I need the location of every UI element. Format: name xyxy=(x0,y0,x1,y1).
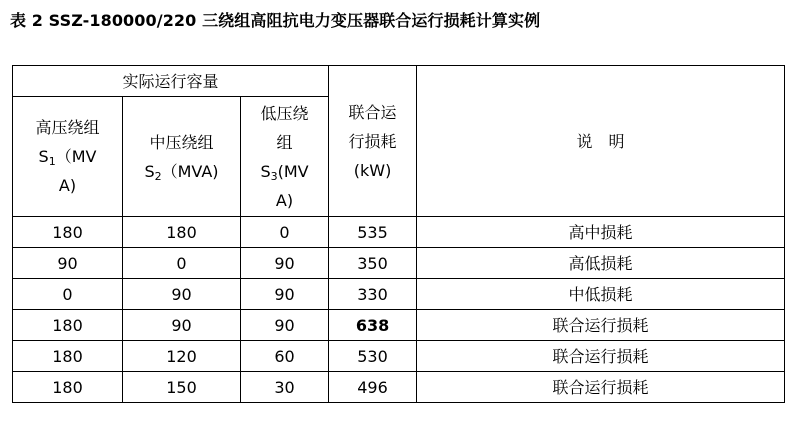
header-lv-line4: A) xyxy=(275,190,294,210)
loss-table xyxy=(12,65,785,403)
cell-s2: 120 xyxy=(123,341,241,372)
cell-loss: 638 xyxy=(329,310,417,341)
table-row xyxy=(13,310,785,341)
cell-note: 高中损耗 xyxy=(417,217,785,248)
header-hv-line2 xyxy=(13,142,122,171)
cell-s2: 180 xyxy=(123,217,241,248)
table-row xyxy=(13,341,785,372)
cell-note: 联合运行损耗 xyxy=(417,310,785,341)
cell-loss: 535 xyxy=(329,217,417,248)
header-mv-line1: 中压绕组 xyxy=(149,132,214,152)
cell-s3: 90 xyxy=(241,279,329,310)
cell-s3: 30 xyxy=(241,372,329,403)
cell-s1: 180 xyxy=(13,217,123,248)
cell-s2: 90 xyxy=(123,310,241,341)
cell-s1: 180 xyxy=(13,341,123,372)
mv-symbol: S xyxy=(144,161,155,181)
cell-s3: 0 xyxy=(241,217,329,248)
header-mv-line2 xyxy=(123,157,240,186)
header-lv-line2: 组 xyxy=(276,132,293,152)
hv-subscript: 1 xyxy=(48,155,56,168)
cell-loss: 496 xyxy=(329,372,417,403)
header-description: 说 明 xyxy=(417,66,785,217)
cell-s1: 0 xyxy=(13,279,123,310)
cell-s2: 150 xyxy=(123,372,241,403)
cell-note: 联合运行损耗 xyxy=(417,372,785,403)
header-hv-line1: 高压绕组 xyxy=(35,118,100,137)
cell-s3: 60 xyxy=(241,341,329,372)
hv-symbol: S xyxy=(38,147,49,166)
hv-unit-part1: （MV xyxy=(55,147,97,166)
lv-unit-part1: (MV xyxy=(277,161,309,181)
cell-loss: 530 xyxy=(329,341,417,372)
header-row-1 xyxy=(13,66,785,97)
lv-subscript: 3 xyxy=(270,169,278,183)
header-joint-loss-unit: (kW) xyxy=(353,160,392,180)
header-joint-loss-line2: 行损耗 xyxy=(348,131,397,151)
cell-loss: 350 xyxy=(329,248,417,279)
lv-symbol: S xyxy=(260,161,271,181)
cell-s2: 90 xyxy=(123,279,241,310)
header-joint-loss-line1: 联合运 xyxy=(348,102,397,122)
table-row xyxy=(13,217,785,248)
cell-note: 中低损耗 xyxy=(417,279,785,310)
cell-s1: 90 xyxy=(13,248,123,279)
group-header-capacity: 实际运行容量 xyxy=(13,66,329,97)
table-row xyxy=(13,372,785,403)
header-lv-line1: 低压绕 xyxy=(260,103,309,123)
header-low-voltage xyxy=(241,97,329,217)
header-hv-line3: A) xyxy=(58,176,77,195)
cell-note: 联合运行损耗 xyxy=(417,341,785,372)
header-medium-voltage xyxy=(123,97,241,217)
cell-note: 高低损耗 xyxy=(417,248,785,279)
table-row xyxy=(13,248,785,279)
table-row xyxy=(13,279,785,310)
header-lv-line3 xyxy=(241,157,328,186)
table-title: 表 2 SSZ-180000/220 三绕组高阻抗电力变压器联合运行损耗计算实例 xyxy=(10,11,541,30)
header-joint-loss xyxy=(329,66,417,217)
mv-unit: （MVA) xyxy=(161,161,219,181)
cell-s3: 90 xyxy=(241,310,329,341)
cell-s1: 180 xyxy=(13,372,123,403)
cell-loss: 330 xyxy=(329,279,417,310)
mv-subscript: 2 xyxy=(154,169,162,183)
table-body xyxy=(13,217,785,403)
header-high-voltage xyxy=(13,97,123,217)
cell-s2: 0 xyxy=(123,248,241,279)
cell-s3: 90 xyxy=(241,248,329,279)
cell-s1: 180 xyxy=(13,310,123,341)
